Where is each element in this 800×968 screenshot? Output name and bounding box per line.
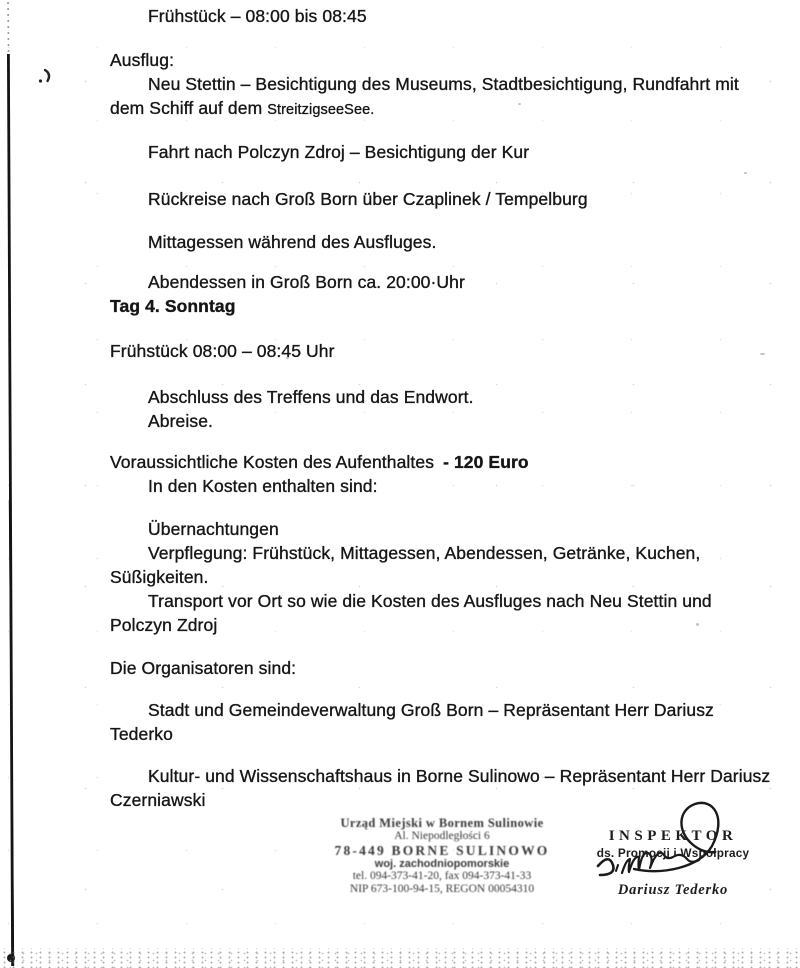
trip-polczyn-line: Fahrt nach Polczyn Zdroj – Besichtigung der Kur xyxy=(148,142,530,162)
office-stamp-region: woj. zachodniopomorskie xyxy=(374,857,510,870)
inspector-stamp xyxy=(588,828,758,899)
cost-item-food-line-2: Süßigkeiten. xyxy=(110,567,209,587)
office-stamp-phone: tel. 094-373-41-20, fax 094-373-41-33 xyxy=(352,870,532,883)
lake-name-small-text: StreitzigseeSee. xyxy=(267,102,375,118)
breakfast-time-line: Frühstück – 08:00 bis 08:45 xyxy=(148,6,367,26)
organizer-2-line-2: Czerniawski xyxy=(110,790,206,810)
cost-label: Voraussichtliche Kosten des Aufenthaltes xyxy=(110,452,435,472)
document-body xyxy=(110,4,782,812)
return-trip-line: Rückreise nach Groß Born über Czaplinek / Tempelburg xyxy=(148,189,588,209)
scan-edge-line xyxy=(8,54,12,966)
day4-breakfast-line: Frühstück 08:00 – 08:45 Uhr xyxy=(110,341,335,361)
ink-blot xyxy=(39,70,49,83)
cost-item-food-line-1: Verpflegung: Frühstück, Mittagessen, Abendessen, Getränke, Kuchen, xyxy=(148,543,701,563)
cost-included-intro: In den Kosten enthalten sind: xyxy=(148,476,378,496)
office-stamp-nip-regon: NIP 673-100-94-15, REGON 00054310 xyxy=(349,883,535,896)
organizers-heading: Die Organisatoren sind: xyxy=(110,658,297,678)
departure-line: Abreise. xyxy=(148,411,213,431)
excursion-line-2-text: dem Schiff auf dem xyxy=(110,98,268,118)
cost-value: - 120 Euro xyxy=(443,452,529,472)
office-stamp-street: Al. Niepodległości 6 xyxy=(394,830,490,842)
office-stamp-name: Urząd Miejski w Bornem Sulinowie xyxy=(340,816,544,830)
excursion-line-2 xyxy=(110,96,782,122)
cost-item-accommodation: Übernachtungen xyxy=(148,519,279,539)
closing-line: Abschluss des Treffens und das Endwort. xyxy=(148,387,474,407)
office-stamp-city: 78-449 BORNE SULINOWO xyxy=(334,842,550,858)
excursion-line-1: Neu Stettin – Besichtigung des Museums, Stadtbesichtigung, Rundfahrt mit xyxy=(148,74,739,94)
scan-noise-band xyxy=(0,948,800,968)
inspector-stamp-title: INSPEKTOR xyxy=(608,828,738,844)
lunch-line: Mittagessen während des Ausfluges. xyxy=(148,232,437,252)
scan-edge-line-dotted xyxy=(8,2,9,54)
inspector-stamp-subtitle: ds. Promocji i Współpracy xyxy=(596,846,750,860)
organizer-2-line-1: Kultur- und Wissenschaftshaus in Borne Sulinowo – Repräsentant Herr Dariusz xyxy=(148,766,771,786)
office-stamp xyxy=(332,816,552,896)
day4-heading: Tag 4. Sonntag xyxy=(110,296,236,316)
cost-item-transport-line-2: Polczyn Zdroj xyxy=(110,615,218,635)
scan-edge-line-thick xyxy=(10,500,14,966)
cost-line xyxy=(110,450,782,474)
organizer-1-line-2: Tederko xyxy=(110,724,173,744)
organizer-1-line-1: Stadt und Gemeindeverwaltung Groß Born – Repräsentant Herr Dariusz xyxy=(148,700,714,720)
inspector-signature-name: Dariusz Tederko xyxy=(617,882,729,898)
dinner-line: Abendessen in Groß Born ca. 20:00·Uhr xyxy=(148,272,465,292)
cost-item-transport-line-1: Transport vor Ort so wie die Kosten des Ausfluges nach Neu Stettin und xyxy=(148,591,712,611)
excursion-heading: Ausflug: xyxy=(110,50,175,70)
